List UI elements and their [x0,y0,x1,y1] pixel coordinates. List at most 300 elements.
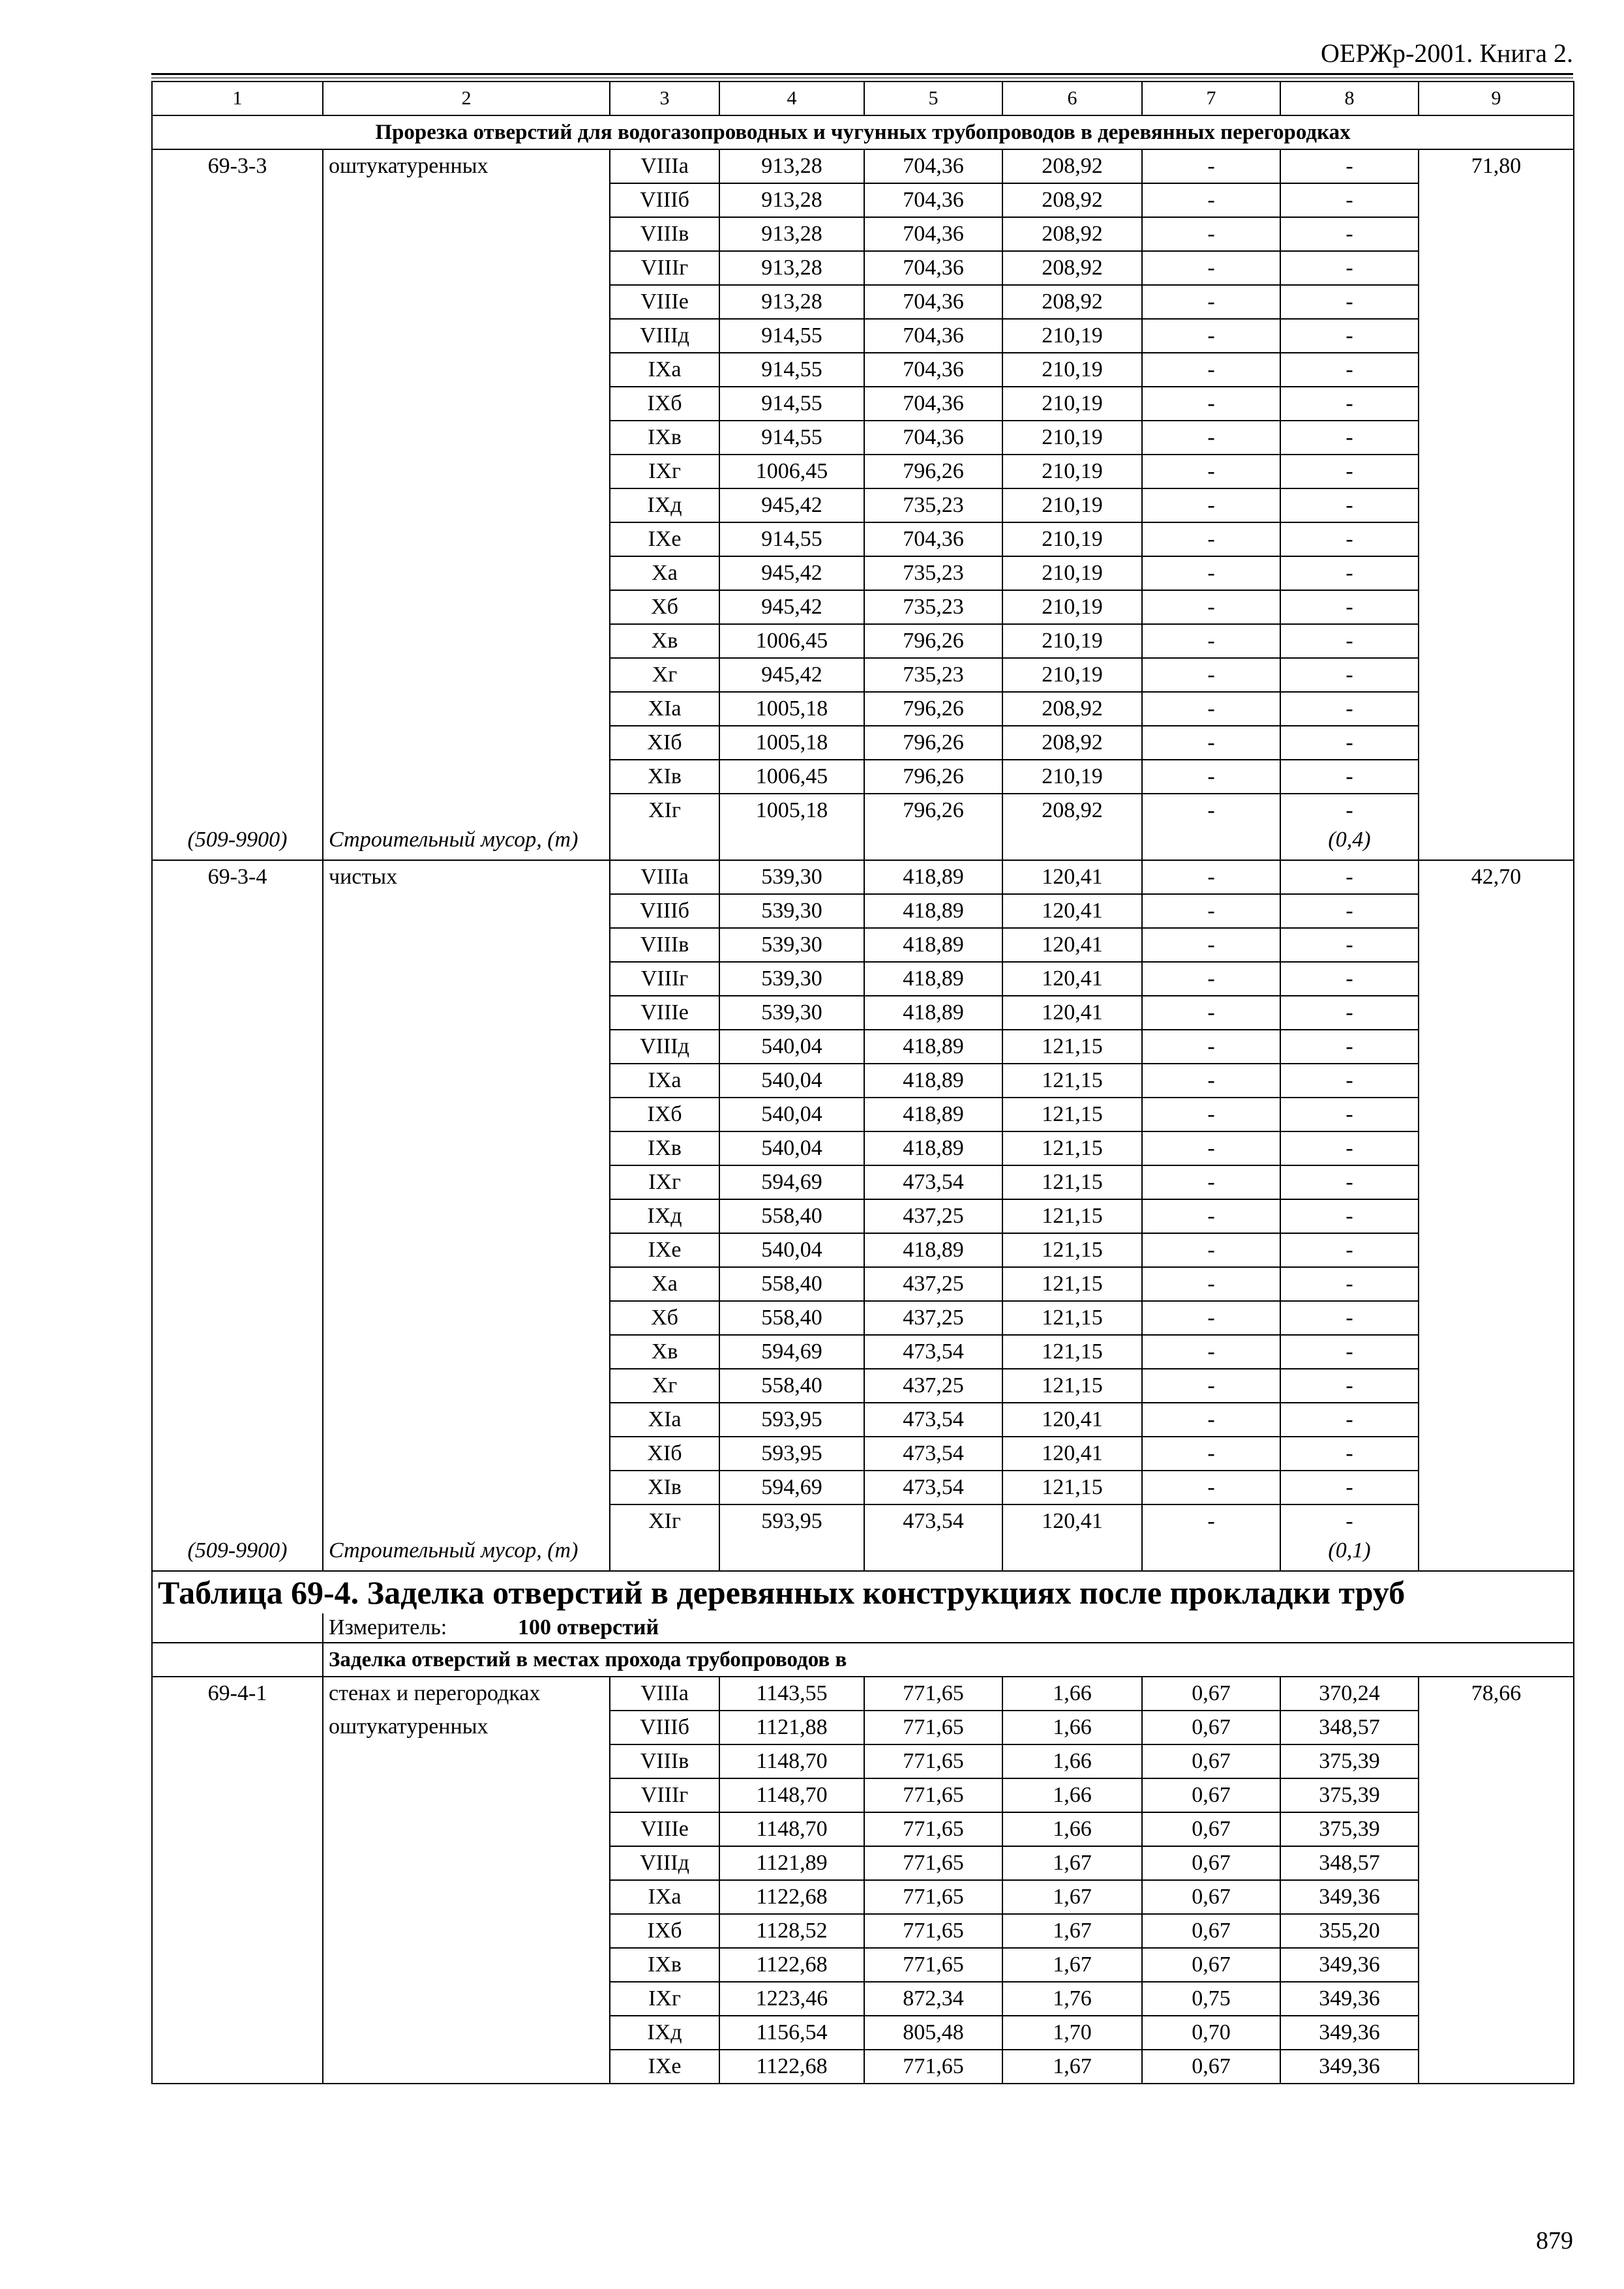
value-cell: - [1142,1437,1280,1471]
rate-col9-empty [1419,1982,1574,2016]
rate-col9-empty [1419,1131,1574,1165]
value-cell: - [1280,488,1419,522]
value-cell: 349,36 [1280,1948,1419,1982]
rate-row [152,590,1574,624]
value-cell: 1006,45 [719,455,864,488]
rate-col9-empty [1419,996,1574,1030]
rate-col9-empty [1419,1504,1574,1538]
rate-row [152,894,1574,928]
waste-empty [1002,827,1142,860]
zone-cell: IXг [610,1165,719,1199]
rate-row [152,726,1574,760]
zone-cell: IXе [610,522,719,556]
rate-row [152,1030,1574,1064]
column-number: 4 [719,82,864,115]
value-cell: - [1142,488,1280,522]
rate-code-empty [152,1301,323,1335]
rate-col9-empty [1419,1437,1574,1471]
rate-code-empty [152,794,323,827]
value-cell: 1,67 [1002,1948,1142,1982]
rate-name-empty [323,794,610,827]
value-cell: 540,04 [719,1098,864,1131]
rate-name-empty [323,1267,610,1301]
rate-row [152,1471,1574,1504]
value-cell: 1,67 [1002,1880,1142,1914]
rate-code-empty [152,1403,323,1437]
value-cell: 1,66 [1002,1778,1142,1812]
value-cell: 771,65 [864,1711,1002,1744]
value-cell: 796,26 [864,794,1002,827]
value-cell: 349,36 [1280,1880,1419,1914]
value-cell: - [1280,1301,1419,1335]
rate-row [152,319,1574,353]
value-cell: 771,65 [864,1778,1002,1812]
value-cell: - [1280,1165,1419,1199]
value-cell: - [1142,860,1280,894]
rate-name-empty [323,1880,610,1914]
zone-cell: Xа [610,556,719,590]
rate-code-empty [152,590,323,624]
value-cell: 1006,45 [719,624,864,658]
value-cell: 1,70 [1002,2016,1142,2050]
value-cell: 558,40 [719,1301,864,1335]
value-cell: - [1280,556,1419,590]
value-cell: - [1142,353,1280,387]
rate-row [152,1437,1574,1471]
value-cell: 0,75 [1142,1982,1280,2016]
value-cell: 593,95 [719,1437,864,1471]
rate-col9-empty [1419,217,1574,251]
rate-code-empty [152,1098,323,1131]
value-cell: - [1142,1504,1280,1538]
rate-name-empty [323,1064,610,1098]
subsection-empty [152,1643,323,1677]
rate-row [152,1914,1574,1948]
value-cell: - [1142,760,1280,794]
value-cell: - [1280,590,1419,624]
rate-name-empty [323,183,610,217]
rate-row [152,1677,1574,1711]
column-number: 7 [1142,82,1280,115]
value-cell: 704,36 [864,353,1002,387]
value-cell: - [1280,455,1419,488]
waste-empty [610,827,719,860]
value-cell: - [1142,624,1280,658]
rate-col9-empty [1419,556,1574,590]
zone-cell: IXа [610,1880,719,1914]
zone-cell: XIб [610,726,719,760]
rate-row [152,760,1574,794]
zone-cell: Xа [610,1267,719,1301]
waste-empty [1002,1538,1142,1571]
value-cell: - [1280,353,1419,387]
value-cell: 208,92 [1002,726,1142,760]
value-cell: - [1280,726,1419,760]
rate-col9-empty [1419,1914,1574,1948]
value-cell: - [1280,251,1419,285]
rate-col9-empty [1419,1403,1574,1437]
section-heading: Прорезка отверстий для водогазопроводных и чугунных трубопроводов в деревянных перегородках [152,115,1574,149]
value-cell: - [1142,1165,1280,1199]
rate-row [152,658,1574,692]
rate-col9-empty [1419,1030,1574,1064]
value-cell: 735,23 [864,590,1002,624]
value-cell: 1148,70 [719,1778,864,1812]
rate-row [152,556,1574,590]
rate-code-empty [152,1030,323,1064]
value-cell: 913,28 [719,285,864,319]
zone-cell: VIIIб [610,1711,719,1744]
value-cell: 558,40 [719,1267,864,1301]
rate-code-empty [152,2050,323,2084]
zone-cell: Xв [610,1335,719,1369]
value-cell: - [1142,421,1280,455]
value-cell: 593,95 [719,1504,864,1538]
value-cell: 210,19 [1002,556,1142,590]
value-cell: 473,54 [864,1437,1002,1471]
rate-name-empty [323,726,610,760]
rate-col9-empty [1419,590,1574,624]
rate-col9-empty [1419,794,1574,827]
value-cell: 913,28 [719,149,864,183]
value-cell: 437,25 [864,1267,1002,1301]
value-cell: 210,19 [1002,387,1142,421]
rate-name-empty [323,1914,610,1948]
value-cell: 1,66 [1002,1677,1142,1711]
zone-cell: VIIIе [610,996,719,1030]
value-cell: - [1142,962,1280,996]
value-cell: - [1142,522,1280,556]
value-cell: - [1142,894,1280,928]
zone-cell: IXа [610,353,719,387]
rate-code-empty [152,1778,323,1812]
value-cell: 210,19 [1002,455,1142,488]
value-cell: - [1280,319,1419,353]
rate-row [152,1199,1574,1233]
rate-col9-empty [1419,1301,1574,1335]
value-cell: 1,67 [1002,1846,1142,1880]
rate-col9-empty [1419,1711,1574,1744]
value-cell: 796,26 [864,455,1002,488]
value-cell: 418,89 [864,1131,1002,1165]
zone-cell: VIIIб [610,894,719,928]
value-cell: 771,65 [864,1812,1002,1846]
value-cell: 121,15 [1002,1233,1142,1267]
zone-cell: VIIIа [610,149,719,183]
zone-cell: XIа [610,692,719,726]
value-cell: - [1142,590,1280,624]
value-cell: - [1280,1437,1419,1471]
value-cell: 437,25 [864,1301,1002,1335]
rate-code-empty [152,217,323,251]
rate-col9-empty [1419,488,1574,522]
rate-row [152,624,1574,658]
value-cell: 0,67 [1142,1744,1280,1778]
rate-name-empty [323,1369,610,1403]
value-cell: - [1280,522,1419,556]
rate-col9-empty [1419,1335,1574,1369]
zone-cell: VIIIе [610,285,719,319]
value-cell: 375,39 [1280,1812,1419,1846]
rate-col9-empty [1419,319,1574,353]
value-cell: 121,15 [1002,1199,1142,1233]
rate-row [152,1948,1574,1982]
value-cell: - [1142,387,1280,421]
column-number: 2 [323,82,610,115]
value-cell: 796,26 [864,624,1002,658]
value-cell: 704,36 [864,183,1002,217]
rate-col9-empty [1419,1880,1574,1914]
rate-code-empty [152,1131,323,1165]
value-cell: 120,41 [1002,962,1142,996]
rate-col9-empty [1419,2050,1574,2084]
rate-name-empty [323,1982,610,2016]
zone-cell: IXб [610,1914,719,1948]
rate-row [152,1504,1574,1538]
rate-code-empty [152,692,323,726]
measure-row [152,1613,1574,1643]
zone-cell: VIIIг [610,1778,719,1812]
value-cell: 121,15 [1002,1369,1142,1403]
waste-code: (509-9900) [152,827,323,860]
rate-row [152,1131,1574,1165]
rate-col9-empty [1419,353,1574,387]
value-cell: - [1280,692,1419,726]
waste-col9-empty [1419,827,1574,860]
rate-name-empty [323,1812,610,1846]
rate-name-empty [323,1098,610,1131]
value-cell: - [1280,1131,1419,1165]
value-cell: 704,36 [864,149,1002,183]
rate-col9-empty [1419,1812,1574,1846]
rate-code-empty [152,1711,323,1744]
value-cell: 914,55 [719,319,864,353]
value-cell: - [1280,387,1419,421]
rate-code-empty [152,658,323,692]
value-cell: 771,65 [864,1880,1002,1914]
rate-col9-empty [1419,387,1574,421]
rate-row [152,1812,1574,1846]
rate-col9-empty [1419,1064,1574,1098]
rate-row [152,860,1574,894]
zone-cell: IXб [610,387,719,421]
value-cell: 945,42 [719,658,864,692]
value-cell: - [1280,1030,1419,1064]
rate-col9-empty [1419,962,1574,996]
value-cell: 418,89 [864,1064,1002,1098]
value-cell: 1143,55 [719,1677,864,1711]
value-cell: - [1280,1403,1419,1437]
value-cell: 121,15 [1002,1335,1142,1369]
zone-cell: IXд [610,2016,719,2050]
value-cell: 418,89 [864,860,1002,894]
zone-cell: VIIIа [610,860,719,894]
column-number: 1 [152,82,323,115]
value-cell: - [1280,1098,1419,1131]
rate-name-empty [323,1335,610,1369]
value-cell: 349,36 [1280,1982,1419,2016]
value-cell: 418,89 [864,894,1002,928]
value-cell: 473,54 [864,1335,1002,1369]
value-cell: 735,23 [864,658,1002,692]
subsection-heading: Заделка отверстий в местах прохода трубопроводов в [323,1643,1574,1677]
rate-col9-empty [1419,894,1574,928]
zone-cell: XIа [610,1403,719,1437]
rate-code-empty [152,1846,323,1880]
value-cell: - [1280,894,1419,928]
rate-row [152,1982,1574,2016]
rate-name-empty [323,455,610,488]
value-cell: 704,36 [864,217,1002,251]
value-cell: 796,26 [864,760,1002,794]
value-cell: 539,30 [719,962,864,996]
rate-row [152,217,1574,251]
rate-row [152,421,1574,455]
value-cell: 539,30 [719,996,864,1030]
rate-name-empty [323,217,610,251]
value-cell: - [1280,1369,1419,1403]
rate-row [152,353,1574,387]
rate-name-empty [323,1437,610,1471]
value-cell: 796,26 [864,692,1002,726]
value-cell: 913,28 [719,183,864,217]
rate-col9-empty [1419,1846,1574,1880]
rate-code-empty [152,421,323,455]
value-cell: - [1142,1098,1280,1131]
value-cell: 540,04 [719,1131,864,1165]
value-cell: 539,30 [719,860,864,894]
value-cell: 593,95 [719,1403,864,1437]
rate-row [152,692,1574,726]
rate-name-empty [323,996,610,1030]
value-cell: 473,54 [864,1504,1002,1538]
value-cell: 0,67 [1142,1914,1280,1948]
zone-cell: IXв [610,1948,719,1982]
value-cell: - [1280,285,1419,319]
rate-code-empty [152,522,323,556]
waste-empty [719,827,864,860]
table-title-row [152,1571,1574,1613]
rate-col9-empty [1419,285,1574,319]
rate-code-empty [152,1948,323,1982]
rate-row [152,1846,1574,1880]
zone-cell: VIIIб [610,183,719,217]
rate-name-empty [323,488,610,522]
value-cell: - [1142,556,1280,590]
measure-value: 100 отверстий [518,1615,659,1639]
rate-name-empty [323,2016,610,2050]
column-number: 6 [1002,82,1142,115]
subsection-heading-row [152,1643,1574,1677]
column-number: 8 [1280,82,1419,115]
rate-code-empty [152,556,323,590]
value-cell: 121,15 [1002,1131,1142,1165]
value-cell: 771,65 [864,1677,1002,1711]
rate-row [152,2016,1574,2050]
rate-code-empty [152,928,323,962]
waste-empty [1142,827,1280,860]
rate-code-empty [152,1369,323,1403]
value-cell: - [1142,928,1280,962]
rate-col9-empty [1419,760,1574,794]
value-cell: - [1280,183,1419,217]
rate-col9: 78,66 [1419,1677,1574,1711]
rate-code-empty [152,760,323,794]
value-cell: 1122,68 [719,1880,864,1914]
rate-row [152,149,1574,183]
zone-cell: VIIIв [610,1744,719,1778]
value-cell: 473,54 [864,1165,1002,1199]
value-cell: - [1142,1131,1280,1165]
rate-row [152,1711,1574,1744]
rate-name-empty [323,1744,610,1778]
rate-col9-empty [1419,726,1574,760]
value-cell: 704,36 [864,387,1002,421]
value-cell: - [1280,658,1419,692]
rate-code-empty [152,2016,323,2050]
value-cell: 539,30 [719,928,864,962]
value-cell: 418,89 [864,962,1002,996]
rate-row [152,962,1574,996]
value-cell: 1,66 [1002,1744,1142,1778]
zone-cell: Xг [610,658,719,692]
value-cell: 210,19 [1002,522,1142,556]
value-cell: 914,55 [719,522,864,556]
zone-cell: VIIIд [610,1846,719,1880]
rate-col9-empty [1419,251,1574,285]
column-number: 9 [1419,82,1574,115]
rate-row [152,1403,1574,1437]
value-cell: 945,42 [719,590,864,624]
value-cell: - [1142,794,1280,827]
rate-row [152,996,1574,1030]
value-cell: 704,36 [864,319,1002,353]
rate-name-empty [323,894,610,928]
rate-name-empty [323,692,610,726]
value-cell: 594,69 [719,1335,864,1369]
rate-name-empty [323,1199,610,1233]
rate-row [152,1778,1574,1812]
value-cell: 0,67 [1142,1846,1280,1880]
value-cell: 913,28 [719,217,864,251]
rate-code-empty [152,1744,323,1778]
value-cell: 771,65 [864,1744,1002,1778]
rate-name-empty [323,285,610,319]
rate-col9-empty [1419,928,1574,962]
waste-col9-empty [1419,1538,1574,1571]
rate-name: чистых [323,860,610,894]
value-cell: 0,67 [1142,1812,1280,1846]
rate-code-empty [152,726,323,760]
zone-cell: Xв [610,624,719,658]
rate-code-empty [152,1165,323,1199]
zone-cell: Xб [610,590,719,624]
section-heading-row [152,115,1574,149]
rate-code-empty [152,1914,323,1948]
value-cell: 594,69 [719,1165,864,1199]
rate-name-empty [323,760,610,794]
value-cell: 771,65 [864,1846,1002,1880]
value-cell: 540,04 [719,1030,864,1064]
value-cell: 1156,54 [719,2016,864,2050]
value-cell: - [1142,251,1280,285]
column-number: 3 [610,82,719,115]
value-cell: 210,19 [1002,319,1142,353]
rate-code-empty [152,319,323,353]
value-cell: 771,65 [864,1914,1002,1948]
value-cell: 945,42 [719,556,864,590]
waste-empty [864,1538,1002,1571]
